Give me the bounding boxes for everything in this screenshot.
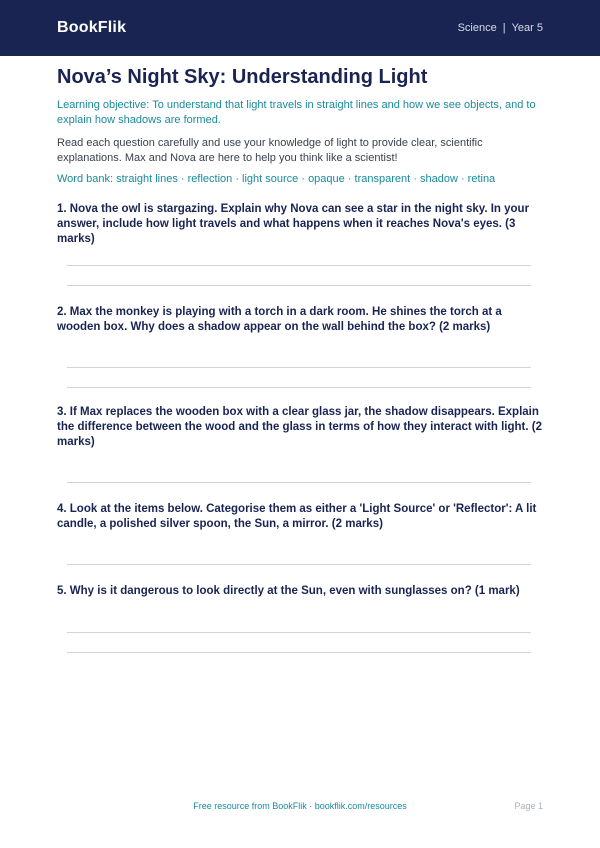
- subject-label: Science: [457, 22, 497, 34]
- question-1: 1. Nova the owl is stargazing. Explain why Nova can see a star in the night sky. In your answer, include how light travels and what happens when it reaches Nova's eyes. (3 marks): [57, 203, 530, 245]
- subject-year-label: [458, 22, 543, 34]
- year-label: Year 5: [511, 22, 543, 34]
- question-5: 5. Why is it dangerous to look directly at the Sun, even with sunglasses on? (1 mark): [57, 585, 520, 597]
- answer-line[interactable]: [67, 387, 531, 388]
- question-4: 4. Look at the items below. Categorise them as either a 'Light Source' or 'Reflector': A lit candle, a polished silver spoon, the Sun, a mirror. (2 marks): [57, 503, 537, 530]
- learning-objective: Learning objective: To understand that light travels in straight lines and how we see objects, and to explain how shadows are formed.: [57, 99, 536, 126]
- footer-text[interactable]: Free resource from BookFlik · bookflik.com/resources: [193, 801, 407, 811]
- answer-line[interactable]: [67, 564, 531, 565]
- question-3: 3. If Max replaces the wooden box with a clear glass jar, the shadow disappears. Explain the difference between the wood and the glass in terms of how they interact with light. (2 marks): [57, 406, 542, 448]
- answer-line[interactable]: [67, 652, 531, 653]
- question-2: 2. Max the monkey is playing with a torch in a dark room. He shines the torch at a wooden box. Why does a shadow appear on the wall behind the box? (2 marks): [57, 306, 502, 333]
- header-bar: [0, 0, 600, 56]
- page-number: Page 1: [514, 801, 543, 811]
- page-title: Nova’s Night Sky: Understanding Light: [57, 66, 428, 88]
- separator: |: [502, 22, 506, 34]
- answer-line[interactable]: [67, 632, 531, 633]
- answer-line[interactable]: [67, 482, 531, 483]
- answer-line[interactable]: [67, 265, 531, 266]
- brand-logo[interactable]: BookFlik: [57, 19, 127, 36]
- intro-text: Read each question carefully and use your knowledge of light to provide clear, scientific explanations. Max and Nova are here to help you think like a scientist!: [57, 137, 483, 164]
- answer-line[interactable]: [67, 367, 531, 368]
- word-bank: Word bank: straight lines · reflection · light source · opaque · transparent · shadow · retina: [57, 173, 496, 185]
- answer-line[interactable]: [67, 285, 531, 286]
